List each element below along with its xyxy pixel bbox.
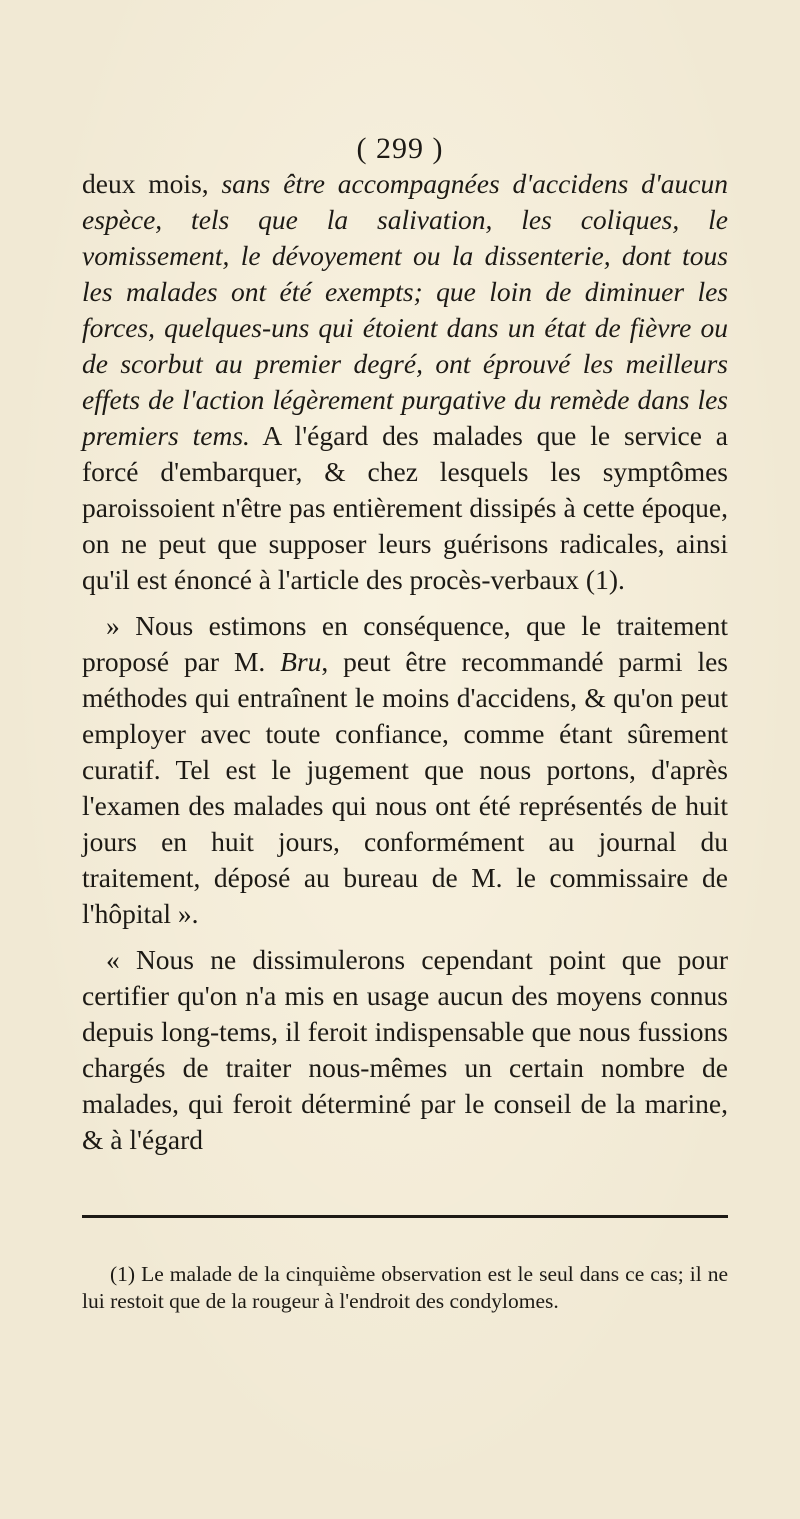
paragraph-1-italic: sans être accompagnées d'accidens d'aucun espèce, tels que la salivation, les coliques, le vomissement, le dévoyement ou la dissenterie, dont tous les malades ont été exempts; que loin de diminuer les forces, quelques-uns qui étoient dans un état de fièvre ou de scorbut au premier degré, ont éprouvé les meilleurs effets de l'action légèrement purgative du remède dans les premiers tems. [82,168,728,451]
page-number: ( 299 ) [356,132,444,165]
paragraph-1 [82,166,728,598]
footnote-divider [82,1215,728,1218]
paragraph-3: « Nous ne dissimulerons cependant point que pour certifier qu'on n'a mis en usage aucun des moyens connus depuis long-tems, il feroit indispensable que nous fussions chargés de traiter nous-mêmes un certain nombre de malades, qui feroit déterminé par le conseil de la marine, & à l'égard [82,944,728,1155]
paragraph-1-end: A l'égard des malades que le service a forcé d'embarquer, & chez lesquels les symptômes paroissoient n'être pas entièrement dissipés à cette époque, on ne peut que supposer leurs guérisons radicales, ainsi qu'il est énoncé à l'article des procès-verbaux (1). [82,420,729,595]
main-text [82,166,728,1158]
footnote: (1) Le malade de la cinquième observation est le seul dans ce cas; il ne lui restoit que de la rougeur à l'endroit des condylomes. [82,1262,728,1313]
paragraph-1-start: deux mois, [82,168,222,199]
paragraph-2-start: » Nous estimons en conséquence, que le traitement proposé par M. [82,610,728,677]
paragraph-2-name: Bru [280,646,322,677]
paragraph-2 [82,608,728,932]
paragraph-2-end: , peut être recommandé parmi les méthodes qui entraînent le moins d'accidens, & qu'on peut employer avec toute confiance, comme étant sûrement curatif. Tel est le jugement que nous portons, d'après l'examen des malades qui nous ont été représentés de huit jours en huit jours, conformément au journal du traitement, déposé au bureau de M. le commissaire de l'hôpital ». [82,646,728,929]
